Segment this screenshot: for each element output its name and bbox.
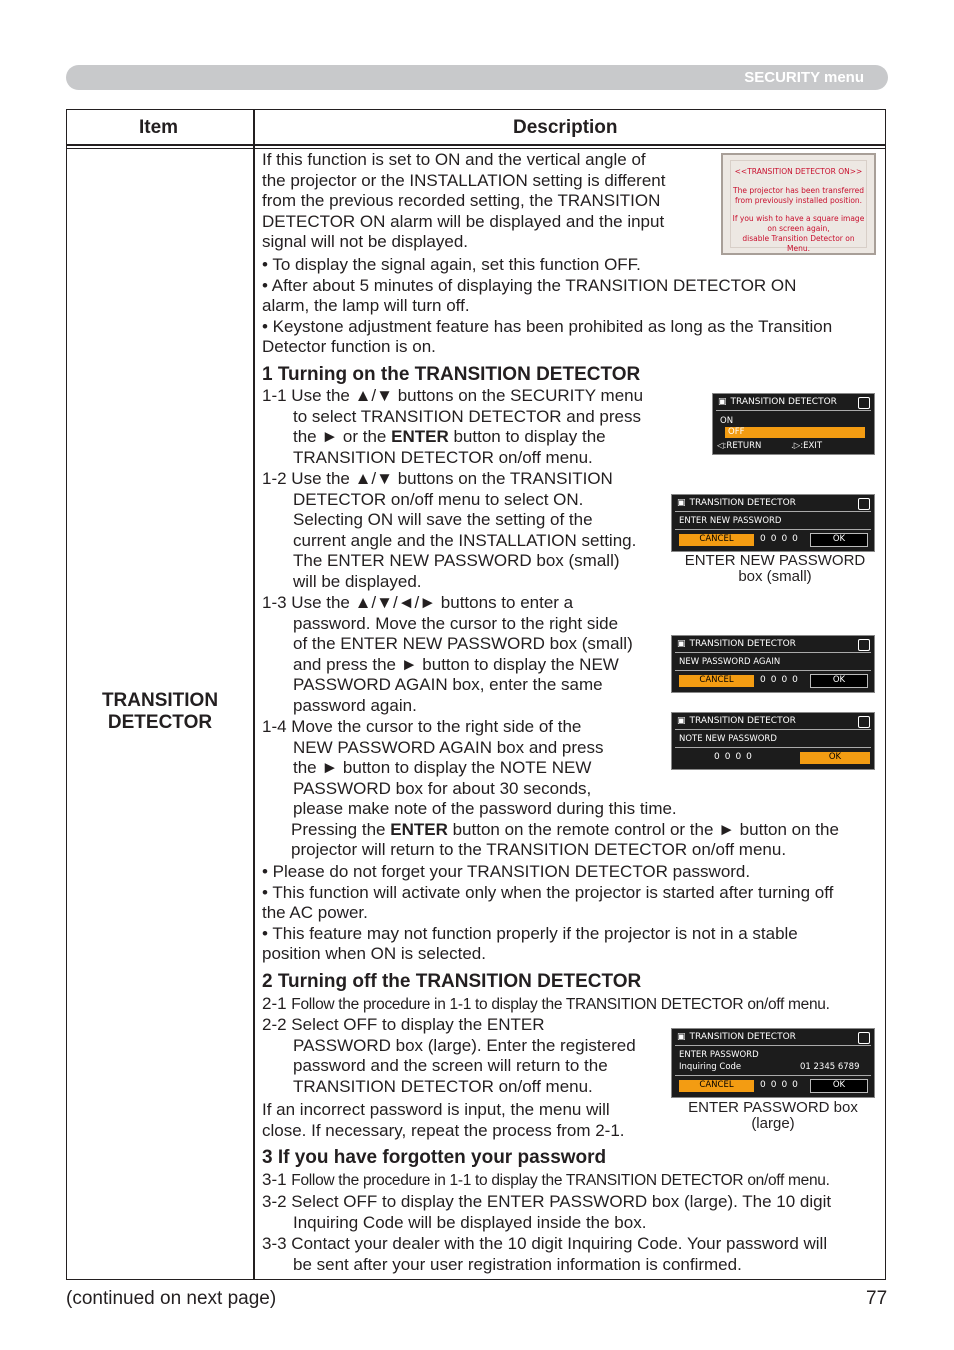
caption-line: ENTER NEW PASSWORD	[684, 552, 866, 569]
step-line: password again.	[293, 695, 417, 715]
step-line: be sent after your user registration information is confirmed.	[293, 1254, 742, 1274]
step-line: password. Move the cursor to the right side	[293, 613, 619, 633]
header-divider-2	[67, 148, 885, 149]
osd-separator	[675, 670, 871, 671]
osd-title: ▣ TRANSITION DETECTOR	[677, 639, 796, 649]
password-label: NOTE NEW PASSWORD	[679, 734, 777, 744]
bullet-item: alarm, the lamp will turn off.	[262, 296, 470, 315]
step-line: Inquiring Code will be displayed inside the box.	[293, 1212, 647, 1232]
osd-title: ▣ TRANSITION DETECTOR	[677, 716, 796, 726]
password-digits: 0000	[714, 752, 757, 762]
step-line: The ENTER NEW PASSWORD box (small)	[293, 551, 620, 570]
osd-separator	[675, 511, 871, 512]
cancel-button: CANCEL	[679, 1080, 754, 1092]
alarm-line: disable Transition Detector on Menu.	[742, 234, 855, 253]
step-line: 3-2 Select OFF to display the ENTER PASSWORD box (large). The 10 digit	[262, 1192, 832, 1211]
intro-line: the projector or the INSTALLATION setting is different	[262, 170, 666, 190]
password-digits: 0000	[760, 675, 803, 685]
intro-paragraph	[262, 150, 665, 253]
step-line: PASSWORD box for about 30 seconds,	[293, 778, 592, 798]
step-line: password and the screen will return to the	[293, 1056, 608, 1075]
step-line: TRANSITION DETECTOR on/off menu.	[293, 1076, 593, 1096]
step-line: PASSWORD box (large). Enter the registered	[293, 1035, 636, 1055]
exit-hint: .▷:EXIT	[791, 441, 823, 451]
step-line: Pressing the ENTER button on the remote control or the ► button on the	[291, 819, 839, 839]
enter-new-password-screenshot	[671, 494, 875, 552]
incorrect-password-note	[262, 1100, 625, 1141]
step-line: the ► button to display the NOTE NEW	[293, 758, 592, 777]
password-label: NEW PASSWORD AGAIN	[679, 657, 781, 667]
item-name-line1: TRANSITION	[101, 690, 219, 711]
ok-button: OK	[810, 1079, 868, 1093]
bullet-item: • To display the signal again, set this function OFF.	[262, 255, 641, 274]
step-line: DETECTOR on/off menu to select ON.	[293, 489, 584, 509]
bullet-list-1	[262, 255, 832, 358]
alarm-line: on screen again,	[767, 224, 830, 233]
bullet-item: Detector function is on.	[262, 337, 436, 356]
step-2-2	[262, 1015, 636, 1097]
menu-corner-icon	[858, 1032, 870, 1044]
step-1-3	[262, 593, 633, 716]
step-line: of the ENTER NEW PASSWORD box (small)	[293, 634, 633, 653]
bullet-item: • This function will activate only when the projector is started after turning off	[262, 882, 834, 902]
bullet-item: the AC power.	[262, 903, 368, 922]
page-number: 77	[866, 1288, 888, 1309]
osd-separator	[675, 529, 871, 530]
step-3-1: 3-1 Follow the procedure in 1-1 to display the TRANSITION DETECTOR on/off menu.	[262, 1170, 830, 1189]
osd-title: ▣ TRANSITION DETECTOR	[718, 397, 837, 407]
ok-button: OK	[810, 533, 868, 547]
password-digits: 0000	[760, 1080, 803, 1090]
password-label: ENTER NEW PASSWORD	[679, 516, 782, 526]
caption-large	[672, 1100, 874, 1132]
note-line: If an incorrect password is input, the menu will	[262, 1100, 610, 1119]
caption-line: box (small)	[738, 568, 812, 585]
bullet-item: • After about 5 minutes of displaying the TRANSITION DETECTOR ON	[262, 275, 797, 295]
column-divider	[253, 110, 255, 1279]
step-line: 3-3 Contact your dealer with the 10 digit Inquiring Code. Your password will	[262, 1234, 828, 1253]
alarm-frame	[730, 160, 867, 253]
step-line: Selecting ON will save the setting of the	[293, 510, 593, 529]
item-name-line2: DETECTOR	[107, 712, 213, 733]
menu-corner-icon	[858, 716, 870, 728]
enter-password-large-screenshot	[671, 1028, 875, 1098]
step-2-1: 2-1 Follow the procedure in 1-1 to display the TRANSITION DETECTOR on/off menu.	[262, 994, 830, 1013]
osd-separator	[675, 1045, 871, 1046]
password-label: ENTER PASSWORD	[679, 1050, 759, 1060]
step-line: and press the ► button to display the NEW	[293, 654, 619, 674]
bullet-item: • This feature may not function properly if the projector is not in a stable	[262, 923, 798, 943]
section-2-heading: 2 Turning off the TRANSITION DETECTOR	[262, 971, 642, 992]
osd-separator	[675, 1075, 871, 1076]
step-line: 2-2 Select OFF to display the ENTER	[262, 1015, 545, 1034]
section-1-heading: 1 Turning on the TRANSITION DETECTOR	[262, 364, 641, 385]
menu-corner-icon	[858, 498, 870, 510]
bullet-item: position when ON is selected.	[262, 944, 486, 963]
cancel-button: CANCEL	[679, 534, 754, 546]
intro-line: signal will not be displayed.	[262, 232, 469, 251]
step-line: NEW PASSWORD AGAIN box and press	[293, 737, 604, 757]
option-on: ON	[720, 416, 734, 426]
step-line: projector will return to the TRANSITION DETECTOR on/off menu.	[291, 840, 787, 859]
inquiring-code-value: 01 2345 6789	[800, 1062, 860, 1072]
intro-line: from the previous recorded setting, the TRANSITION	[262, 191, 661, 210]
bullet-item: • Please do not forget your TRANSITION DETECTOR password.	[262, 862, 751, 881]
step-line: 1-4 Move the cursor to the right side of the	[262, 717, 582, 736]
new-password-again-screenshot	[671, 635, 875, 693]
cancel-button: CANCEL	[679, 675, 754, 687]
onoff-menu-screenshot	[712, 393, 875, 455]
section-header-bar	[66, 65, 888, 90]
caption-line: (large)	[751, 1115, 795, 1132]
inquiring-code-label: Inquiring Code	[679, 1062, 742, 1072]
continued-note: (continued on next page)	[66, 1288, 277, 1309]
step-1-4	[262, 717, 839, 861]
password-digits: 0000	[760, 534, 803, 544]
section-3-heading: 3 If you have forgotten your password	[262, 1147, 607, 1168]
caption-small	[672, 553, 878, 585]
osd-title: ▣ TRANSITION DETECTOR	[677, 498, 796, 508]
alarm-line: from previously installed position.	[734, 196, 863, 205]
step-line: the ► or the ENTER button to display the	[293, 427, 606, 446]
step-line: TRANSITION DETECTOR on/off menu.	[293, 447, 593, 467]
bullet-list-2	[262, 862, 833, 965]
step-3-2	[262, 1192, 831, 1233]
section-title: SECURITY menu	[744, 69, 864, 86]
return-hint: ◁:RETURN	[717, 441, 762, 451]
intro-line: If this function is set to ON and the vertical angle of	[262, 150, 646, 169]
description-column-header: Description	[513, 117, 618, 138]
menu-corner-icon	[858, 397, 870, 409]
option-off-selected: OFF	[725, 427, 865, 438]
step-line: PASSWORD AGAIN box, enter the same	[293, 675, 603, 694]
transition-alarm-screenshot	[721, 153, 876, 255]
header-divider	[67, 144, 885, 146]
step-1-1	[262, 386, 643, 468]
caption-line: ENTER PASSWORD box	[688, 1099, 858, 1116]
menu-corner-icon	[858, 639, 870, 651]
item-column-header: Item	[139, 117, 179, 138]
step-1-2	[262, 469, 636, 592]
step-line: will be displayed.	[293, 571, 422, 591]
alarm-line: The projector has been transferred	[733, 186, 864, 195]
note-line: close. If necessary, repeat the process from 2-1.	[262, 1120, 625, 1140]
osd-title: ▣ TRANSITION DETECTOR	[677, 1032, 796, 1042]
bullet-item: • Keystone adjustment feature has been prohibited as long as the Transition	[262, 316, 833, 336]
step-line: current angle and the INSTALLATION setting.	[293, 530, 637, 550]
step-3-3	[262, 1234, 827, 1275]
osd-separator	[675, 652, 871, 653]
alarm-line: If you wish to have a square image	[732, 214, 865, 223]
item-name	[67, 690, 253, 734]
step-line: please make note of the password during this time.	[293, 799, 677, 818]
ok-button: OK	[800, 752, 870, 764]
alarm-title: <<TRANSITION DETECTOR ON>>	[734, 167, 863, 176]
ok-button: OK	[810, 674, 868, 688]
step-line: 1-1 Use the ▲/▼ buttons on the SECURITY menu	[262, 386, 644, 405]
step-line: 1-2 Use the ▲/▼ buttons on the TRANSITION	[262, 469, 613, 488]
step-line: to select TRANSITION DETECTOR and press	[293, 406, 641, 426]
step-line: 1-3 Use the ▲/▼/◄/► buttons to enter a	[262, 593, 574, 612]
osd-separator	[716, 410, 871, 411]
intro-line: DETECTOR ON alarm will be displayed and the input	[262, 211, 665, 231]
